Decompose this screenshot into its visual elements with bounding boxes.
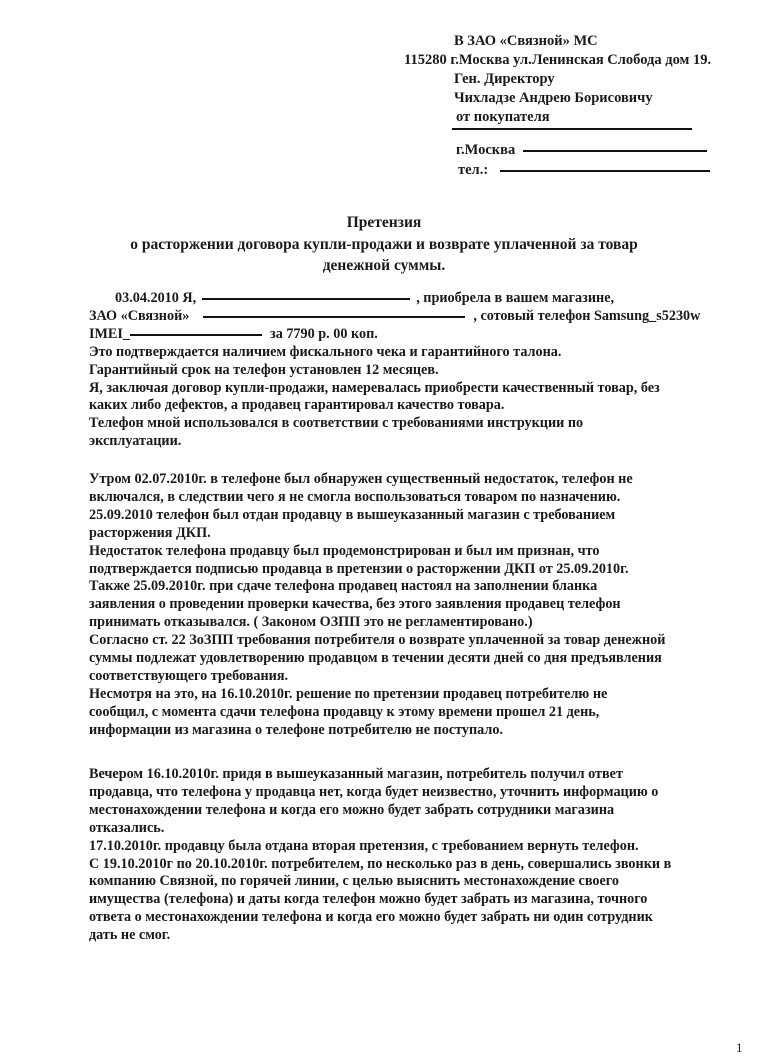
text-line: Телефон мной использовался в соответствии с требованиями инструкции по bbox=[89, 415, 584, 432]
text-line: расторжения ДКП. bbox=[89, 524, 211, 541]
redacted-phone bbox=[500, 170, 710, 172]
addressee-position: Ген. Директору bbox=[454, 71, 555, 87]
purchase-line-2: ЗАО «Связной» , сотовый телефон Samsung_s5230w bbox=[89, 307, 701, 324]
redacted-store-detail bbox=[203, 316, 465, 318]
text-line: Вечером 16.10.2010г. придя в вышеуказанный магазин, потребитель получил ответ bbox=[89, 766, 623, 782]
redacted-address bbox=[523, 150, 707, 152]
phone-label: тел.: bbox=[458, 162, 489, 178]
text-line: информации из магазина о телефоне потребителю не поступало. bbox=[89, 721, 503, 738]
text-line: суммы подлежат удовлетворению продавцом в течении десяти дней со дня предъявления bbox=[89, 650, 662, 667]
text-line: местонахождении телефона и когда его можно будет забрать сотрудники магазина bbox=[89, 801, 615, 818]
redacted-imei bbox=[130, 334, 262, 336]
text-line: Несмотря на это, на 16.10.2010г. решение по претензии продавец потребителю не bbox=[89, 685, 608, 702]
purchase-line-1: 03.04.2010 Я, , приобрела в вашем магазине, bbox=[115, 290, 615, 306]
sender-label: от покупателя bbox=[456, 109, 550, 125]
addressee-company: В ЗАО «Связной» МС bbox=[454, 33, 598, 49]
page-number: 1 bbox=[736, 1040, 743, 1055]
paragraph-purchase bbox=[89, 290, 700, 451]
text-line: соответствующего требования. bbox=[89, 667, 289, 684]
text-line: принимать отказывался. ( Законом ОЗПП это не регламентировано.) bbox=[89, 614, 533, 631]
text-line: сообщил, с момента сдачи телефона продавцу к этому времени прошел 21 день, bbox=[89, 703, 600, 720]
text-line: Недостаток телефона продавцу был продемонстрирован и был им признан, что bbox=[89, 542, 600, 559]
addressee-block bbox=[404, 32, 711, 127]
text-line: Я, заключая договор купли-продажи, намеревалась приобрести качественный товар, без bbox=[89, 379, 660, 396]
document-subtitle-line2: денежной суммы. bbox=[322, 257, 446, 274]
addressee-address: 115280 г.Москва ул.Ленинская Слобода дом 19. bbox=[404, 52, 712, 68]
purchase-line-3: IMEI_ за 7790 р. 00 коп. bbox=[89, 325, 378, 342]
text-line: Также 25.09.2010г. при сдаче телефона продавец настоял на заполнении бланка bbox=[89, 578, 598, 595]
text-line: компанию Связной, по горячей линии, с целью выяснить местонахождение своего bbox=[89, 873, 619, 890]
text-line: продавца, что телефона у продавца нет, когда будет неизвестно, уточнить информацию о bbox=[89, 783, 659, 800]
text-line: Это подтверждается наличием фискального чека и гарантийного талона. bbox=[89, 343, 562, 360]
text-line: 17.10.2010г. продавцу была отдана вторая претензия, с требованием вернуть телефон. bbox=[89, 837, 639, 854]
city-label: г.Москва bbox=[456, 142, 516, 158]
text-line: Согласно ст. 22 ЗоЗПП требования потребителя о возврате уплаченной за товар денежной bbox=[89, 632, 666, 649]
redacted-buyer-name bbox=[202, 298, 410, 300]
text-line: Утром 02.07.2010г. в телефоне был обнаружен существенный недостаток, телефон не bbox=[89, 471, 633, 487]
text-line: ответа о местонахождении телефона и когда его можно будет забрать ни один сотрудник bbox=[89, 909, 653, 926]
text-line: подтверждается подписью продавца в претензии о расторжении ДКП от 25.09.2010г. bbox=[89, 560, 629, 577]
text-line: дать не смог. bbox=[89, 927, 171, 944]
paragraph-defect bbox=[89, 471, 665, 740]
text-line: отказались. bbox=[89, 819, 165, 836]
text-line: 25.09.2010 телефон был отдан продавцу в вышеуказанный магазин с требованием bbox=[89, 506, 616, 523]
sender-phone-row bbox=[458, 161, 710, 180]
document-subtitle-line1: о расторжении договора купли-продажи и возврате уплаченной за товар bbox=[130, 236, 638, 253]
text-line: С 19.10.2010г по 20.10.2010г. потребителем, по несколько раз в день, совершались звонки в bbox=[89, 855, 672, 872]
text-line: каких либо дефектов, а продавец гарантировал качество товара. bbox=[89, 397, 505, 414]
addressee-name: Чихладзе Андрею Борисовичу bbox=[454, 90, 653, 106]
text-line: заявления о проведении проверки качества, без этого заявления продавец телефон bbox=[89, 596, 621, 613]
text-line: включался, в следствии чего я не смогла воспользоваться товаром по назначению. bbox=[89, 488, 621, 505]
paragraph-store-visit bbox=[89, 766, 671, 945]
text-line: имущества (телефона) и даты когда телефон можно будет забрать из магазина, точного bbox=[89, 891, 648, 908]
text-line: эксплуатации. bbox=[89, 433, 182, 450]
redacted-sender-name bbox=[452, 128, 692, 130]
document-title: Претензия bbox=[346, 214, 422, 231]
text-line: Гарантийный срок на телефон установлен 12 месяцев. bbox=[89, 361, 439, 378]
sender-city-row bbox=[456, 141, 707, 160]
